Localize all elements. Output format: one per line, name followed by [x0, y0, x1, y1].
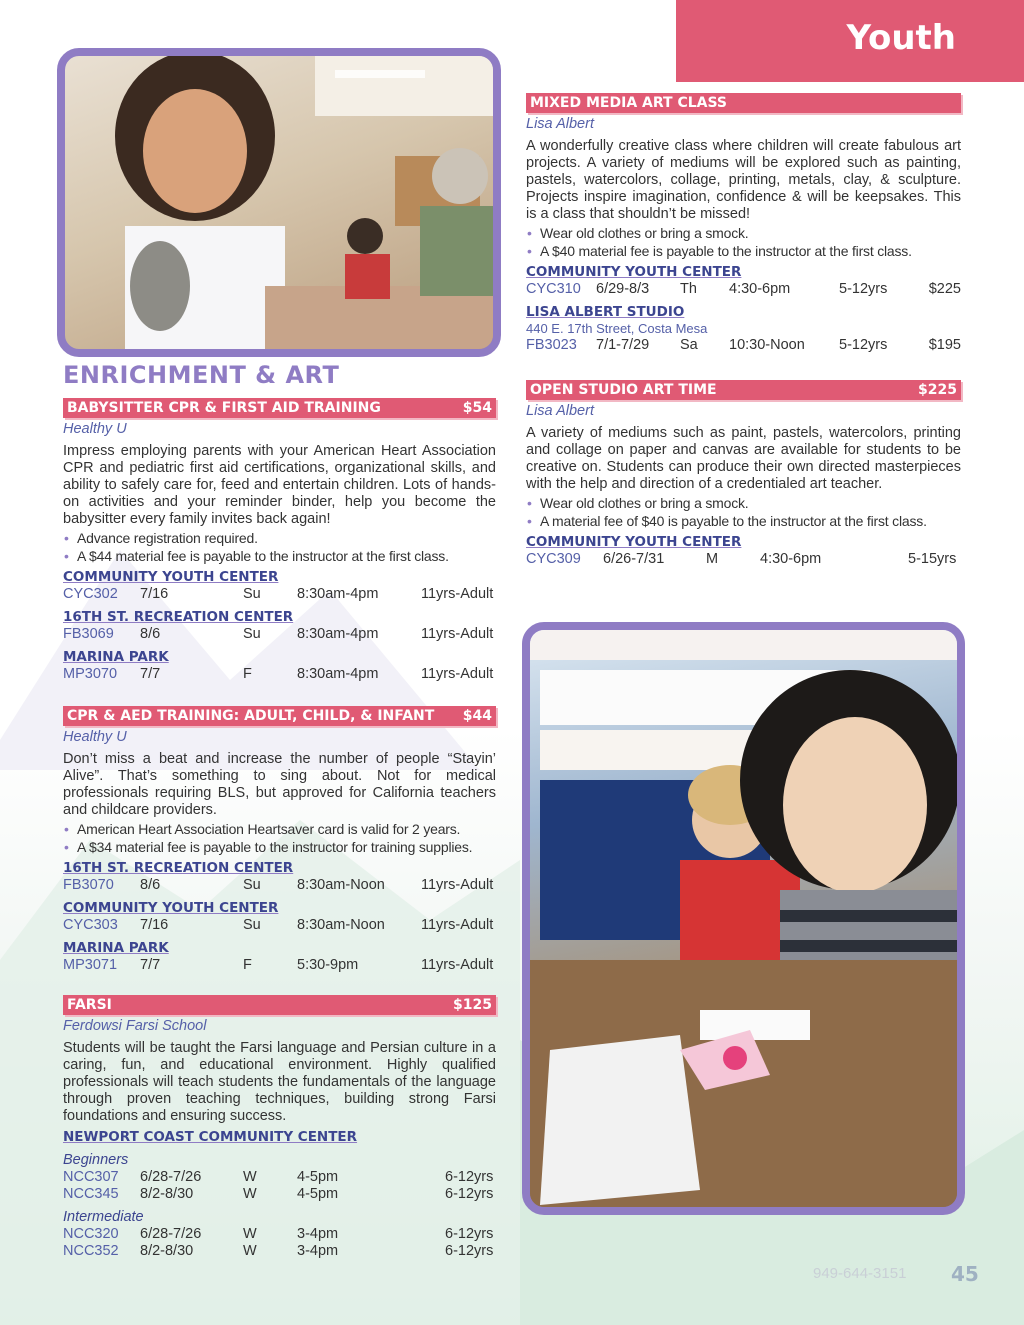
note-item: • Wear old clothes or bring a smock.	[526, 224, 961, 242]
level-label: Beginners	[63, 1152, 129, 1168]
location-name[interactable]: COMMUNITY YOUTH CENTER	[526, 534, 742, 550]
session-time: 10:30-Noon	[729, 337, 805, 353]
course-title: CPR & AED TRAINING: ADULT, CHILD, & INFANT	[67, 708, 435, 724]
session-time: 8:30am-Noon	[297, 877, 385, 893]
course-title: MIXED MEDIA ART CLASS	[530, 95, 728, 111]
session-day: Su	[243, 877, 261, 893]
course-title-bar	[526, 93, 961, 113]
course-description: Impress employing parents with your American Heart Association CPR and pediatric first aid certifications, organizational skills, and ability to safely care for, feed and entertain children. Lots of hands-on activities and your reminder binder, help you become the babysitter every family invites back again!	[63, 443, 496, 527]
session-dates: 7/16	[140, 586, 169, 602]
session-day: W	[243, 1169, 257, 1185]
session-time: 4-5pm	[297, 1186, 339, 1202]
session-dates: 6/26-7/31	[603, 551, 665, 567]
session-code[interactable]: FB3069	[63, 626, 114, 642]
course-description: Don’t miss a beat and increase the number of people “Stayin’ Alive”. That’s something to sing about. Not for medical professionals requiring BLS, but approved for California teachers and childcare providers.	[63, 751, 496, 818]
session-row	[63, 957, 496, 974]
session-code[interactable]: NCC345	[63, 1186, 119, 1202]
photo-girl-craft	[57, 48, 501, 357]
session-time: 3-4pm	[297, 1226, 339, 1242]
course-price: $44	[462, 708, 492, 724]
note-item: • Wear old clothes or bring a smock.	[526, 494, 961, 512]
course-mixed-media	[526, 93, 961, 354]
course-title-bar	[526, 380, 961, 400]
section-tab	[676, 0, 1024, 82]
session-row	[63, 877, 496, 894]
location-name[interactable]: COMMUNITY YOUTH CENTER	[526, 264, 742, 280]
page-number: 45	[951, 1262, 979, 1286]
session-code[interactable]: NCC352	[63, 1243, 119, 1259]
footer-phone: 949-644-3151	[813, 1265, 907, 1282]
session-time: 8:30am-Noon	[297, 917, 385, 933]
session-code[interactable]: CYC310	[526, 281, 581, 297]
note-item: • A $40 material fee is payable to the instructor at the first class.	[526, 242, 961, 260]
location-name[interactable]: MARINA PARK	[63, 649, 169, 665]
session-time: 4-5pm	[297, 1169, 339, 1185]
level-label: Intermediate	[63, 1209, 144, 1225]
session-code[interactable]: MP3070	[63, 666, 118, 682]
session-code[interactable]: FB3023	[526, 337, 577, 353]
session-day: M	[706, 551, 719, 567]
course-price: $125	[453, 997, 492, 1013]
session-code[interactable]: FB3070	[63, 877, 114, 893]
tab-title: Youth	[846, 18, 956, 58]
instructor-name: Healthy U	[63, 729, 127, 745]
note-item: • A $34 material fee is payable to the instructor for training supplies.	[63, 838, 496, 856]
session-code[interactable]: NCC320	[63, 1226, 119, 1242]
session-dates: 8/6	[140, 877, 161, 893]
session-dates: 7/7	[140, 666, 161, 682]
note-item: • A $44 material fee is payable to the instructor at the first class.	[63, 547, 496, 565]
course-farsi	[63, 995, 496, 1260]
session-ages: 11yrs-Adult	[421, 626, 494, 642]
session-day: Su	[243, 626, 261, 642]
session-row	[526, 281, 961, 298]
session-day: Su	[243, 917, 261, 933]
session-ages: 11yrs-Adult	[421, 666, 494, 682]
location-name[interactable]: COMMUNITY YOUTH CENTER	[63, 900, 279, 916]
session-time: 5:30-9pm	[297, 957, 359, 973]
course-price: $54	[462, 400, 492, 416]
course-babysitter-cpr	[63, 398, 496, 683]
session-time: 8:30am-4pm	[297, 626, 379, 642]
instructor-name: Lisa Albert	[526, 116, 594, 132]
session-ages: 11yrs-Adult	[421, 957, 494, 973]
session-row	[63, 1243, 496, 1260]
course-notes	[526, 224, 961, 260]
session-code[interactable]: CYC309	[526, 551, 581, 567]
course-title-bar	[63, 706, 496, 726]
left-column	[63, 360, 496, 1260]
session-dates: 7/16	[140, 917, 169, 933]
session-dates: 7/7	[140, 957, 161, 973]
session-time: 4:30-6pm	[729, 281, 791, 297]
instructor-name: Ferdowsi Farsi School	[63, 1018, 207, 1034]
course-open-studio	[526, 380, 961, 568]
location-name[interactable]: 16TH ST. RECREATION CENTER	[63, 609, 294, 625]
session-time: 8:30am-4pm	[297, 666, 379, 682]
session-time: 8:30am-4pm	[297, 586, 379, 602]
session-row	[526, 337, 961, 354]
location-address: 440 E. 17th Street, Costa Mesa	[526, 321, 708, 336]
session-ages: 5-15yrs	[908, 551, 957, 567]
course-title: FARSI	[67, 997, 112, 1013]
session-dates: 6/28-7/26	[140, 1169, 202, 1185]
session-ages: 11yrs-Adult	[421, 917, 494, 933]
course-price: $225	[918, 382, 957, 398]
session-day: Sa	[680, 337, 698, 353]
photo-girls-drawing	[522, 622, 965, 1215]
session-day: F	[243, 666, 252, 682]
session-code[interactable]: CYC303	[63, 917, 118, 933]
instructor-name: Lisa Albert	[526, 403, 594, 419]
session-dates: 8/6	[140, 626, 161, 642]
session-dates: 6/28-7/26	[140, 1226, 202, 1242]
session-ages: 5-12yrs	[839, 281, 888, 297]
instructor-name: Healthy U	[63, 421, 127, 437]
session-dates: 6/29-8/3	[596, 281, 650, 297]
session-dates: 7/1-7/29	[596, 337, 650, 353]
session-day: Su	[243, 586, 261, 602]
session-code[interactable]: CYC302	[63, 586, 118, 602]
session-ages: 6-12yrs	[445, 1243, 494, 1259]
course-title-bar	[63, 398, 496, 418]
course-cpr-aed	[63, 706, 496, 974]
session-ages: 6-12yrs	[445, 1186, 494, 1202]
course-title-bar	[63, 995, 496, 1015]
session-ages: 5-12yrs	[839, 337, 888, 353]
session-row	[63, 1169, 496, 1186]
right-column	[526, 93, 961, 568]
session-dates: 8/2-8/30	[140, 1186, 194, 1202]
session-ages: 11yrs-Adult	[421, 877, 494, 893]
session-day: F	[243, 957, 252, 973]
session-time: 4:30-6pm	[760, 551, 822, 567]
session-row	[63, 917, 496, 934]
session-dates: 8/2-8/30	[140, 1243, 194, 1259]
location-name[interactable]: LISA ALBERT STUDIO	[526, 304, 685, 320]
location-name[interactable]: NEWPORT COAST COMMUNITY CENTER	[63, 1129, 358, 1145]
session-ages: 6-12yrs	[445, 1169, 494, 1185]
course-notes	[526, 494, 961, 530]
session-ages: 6-12yrs	[445, 1226, 494, 1242]
session-row	[63, 1186, 496, 1203]
section-heading: ENRICHMENT & ART	[63, 361, 340, 389]
session-ages: 11yrs-Adult	[421, 586, 494, 602]
session-price: $225	[928, 281, 961, 297]
note-item: • American Heart Association Heartsaver card is valid for 2 years.	[63, 820, 496, 838]
session-day: W	[243, 1226, 257, 1242]
session-price: $195	[928, 337, 961, 353]
course-title: BABYSITTER CPR & FIRST AID TRAINING	[67, 400, 381, 416]
session-row	[526, 551, 961, 568]
session-code[interactable]: MP3071	[63, 957, 118, 973]
session-row	[63, 1226, 496, 1243]
session-day: Th	[680, 281, 697, 297]
session-row	[63, 586, 496, 603]
course-title: OPEN STUDIO ART TIME	[530, 382, 717, 398]
session-day: W	[243, 1243, 257, 1259]
session-row	[63, 626, 496, 643]
location-name[interactable]: 16TH ST. RECREATION CENTER	[63, 860, 294, 876]
session-row	[63, 666, 496, 683]
course-description: A wonderfully creative class where children will create fabulous art projects. A variety of mediums will be explored such as painting, pastels, watercolors, collage, printing, metals, clay, & sculpture. Projects inspire imagination, confidence & will be keepsakes. This is a class that shouldn’t be missed!	[526, 138, 961, 222]
course-notes	[63, 529, 496, 565]
note-item: • Advance registration required.	[63, 529, 496, 547]
course-description: A variety of mediums such as paint, pastels, watercolors, printing and collage on paper and canvas are available for students to be creative on. Students can produce their own directed masterpieces with the help and direction of a credentialed art teacher.	[526, 425, 961, 492]
session-day: W	[243, 1186, 257, 1202]
course-description: Students will be taught the Farsi language and Persian culture in a caring, fun, and educational environment. Highly qualified professionals will teach students the fundamentals of the language through proven teaching techniques, building strong Farsi foundations and ensuring success.	[63, 1040, 496, 1124]
location-name[interactable]: COMMUNITY YOUTH CENTER	[63, 569, 279, 585]
location-name[interactable]: MARINA PARK	[63, 940, 169, 956]
session-code[interactable]: NCC307	[63, 1169, 119, 1185]
note-item: • A material fee of $40 is payable to the instructor at the first class.	[526, 512, 961, 530]
session-time: 3-4pm	[297, 1243, 339, 1259]
course-notes	[63, 820, 496, 856]
